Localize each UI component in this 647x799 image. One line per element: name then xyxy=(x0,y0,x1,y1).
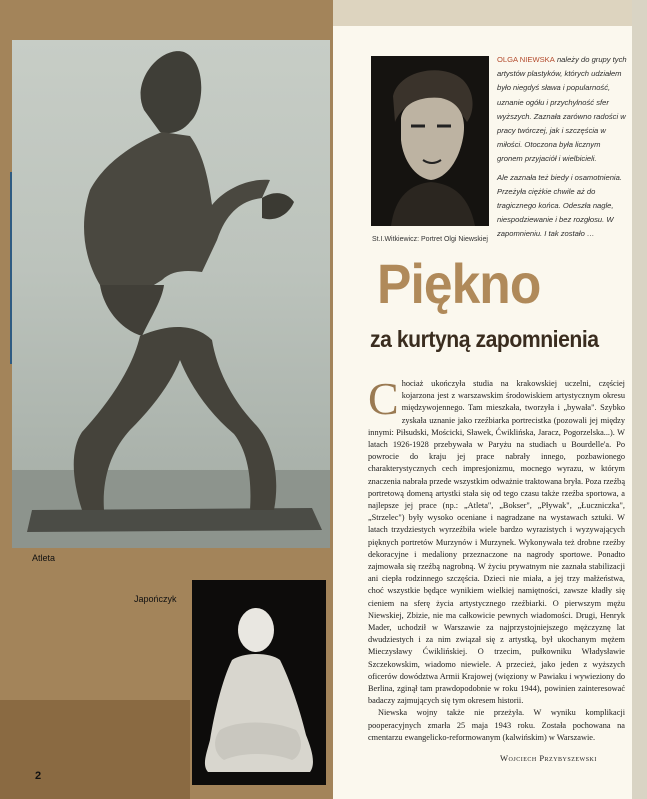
page-number: 2 xyxy=(35,770,42,782)
japonczyk-sculpture-image xyxy=(192,580,326,785)
atleta-caption: Atleta xyxy=(32,553,56,563)
portrait-image xyxy=(371,56,489,226)
portrait-painting-photo xyxy=(371,56,489,226)
drop-cap: C xyxy=(368,373,399,424)
atleta-sculpture-photo xyxy=(12,40,330,548)
article-author: Wojciech Przybyszewski xyxy=(500,753,597,763)
article-paragraph-2: Niewska wojny także nie przeżyła. W wyniku komplikacji pooperacyjnych zmarła 25 maja 1943 roku. Została pochowana na cmentarzu ewangelicko-reformowanym (kalwińskim) w Warszawie. xyxy=(368,708,625,742)
article-subtitle: za kurtyną zapomnienia xyxy=(370,326,599,352)
article-body xyxy=(368,373,625,744)
bio-paragraph-1: należy do grupy tych artystów plastyków, których udziałem było niegdyś sława i popularność, uznanie ogółu i przychylność sfer wyższych. Zaznała zarówno radości w pracy twórczej, jak i szczęścia w miłości. Otoczona była licznym gronem przyjaciół i wielbicieli. xyxy=(497,55,627,164)
left-page-bottom-band xyxy=(0,700,190,799)
article-paragraph-1: hociaż ukończyła studia na krakowskiej uczelni, częściej kojarzona jest z warszawskim środowiskiem artystycznym okresu międzywojennego. Tam mieszkała, tworzyła i „bywała". Szybko zyskała uznanie jako rzeźbiarka portrecistka (pozowali jej między innymi: Piłsudski, Mościcki, Sławek, Ćwiklińska, Jaracz, Pogorzelska...). W latach 1926-1928 przebywała w Paryżu na studiach u Bourdelle'a. Po powrocie do kraju jej prace nabrały innego, pozbawionego charakterystycznych cech impresjonizmu, mocnego wyrazu, w którym znaczenia nabrała przede wszystkim odważnie traktowana bryła. Poza rzeźbą portretową domeną artystki stała się od tego czasu także rzeźba sportowa, a najlepsze jej prace (np.: „Atleta", „Bokser", „Pływak", „Łuczniczka", „Strzelec") były wysoko oceniane i nagradzane na wystawach sztuki. W latach trzydziestych wyrzeźbiła wiele bardzo wyrazistych i wyzywających pięknych portretów Murzynów i Murzynek. Wykonywała też drobne rzeźby dekoracyjne i medaliony przeznaczone na nagrody sportowe. Ponadto zajmowała się rzeźbą nagrobną. W życiu prywatnym nie zaznała stabilizacji ani ciepła rodzinnego szczęścia. Dzieci nie miała, a jej trzy małżeństwa, choć wszystkie będące wynikiem wielkiej namiętności, zawsze kładły się cieniem na sferę życia artystycznego rzeźbiarki. O pierwszym mężu Niewskiej, Zbizie, nie ma całkowicie pewnych wiadomości. Drugi, Henryk Mader, uchodził w Warszawie za najprzystojniejszego mężczyznę lat dwudziestych i za nim związał się z artystką, był ukochanym mężem Mieczysławy Ćwiklińskiej. O trzecim, pułkowniku Władysławie Szczekowskim, wiadomo niewiele. A przecież, jako jeden z wyższych oficerów dowództwa Armii Krajowej (więziony w Pawiaku i wywieziony do Berlina, zginął tam prawdopodobnie w roku 1944), powinien zainteresować badaczy zajmujących się tym okresem historii. xyxy=(368,379,625,706)
intro-bio xyxy=(497,53,627,246)
bio-paragraph-2: Ale zaznała też biedy i osamotnienia. Przeżyła ciężkie chwile aż do tragicznego końca. Odeszła nagle, niespodziewanie i bez rozgłosu. W zapomnieniu. I tak zostało … xyxy=(497,172,622,239)
right-page-top-band xyxy=(333,0,632,26)
portrait-caption: St.I.Witkiewicz: Portret Olgi Niewskiej xyxy=(372,236,488,243)
japonczyk-sculpture-photo xyxy=(192,580,326,785)
bio-name: OLGA NIEWSKA xyxy=(497,55,555,64)
article-title: Piękno xyxy=(377,252,541,315)
japonczyk-caption: Japończyk xyxy=(134,594,177,604)
atleta-sculpture-image xyxy=(12,40,330,548)
